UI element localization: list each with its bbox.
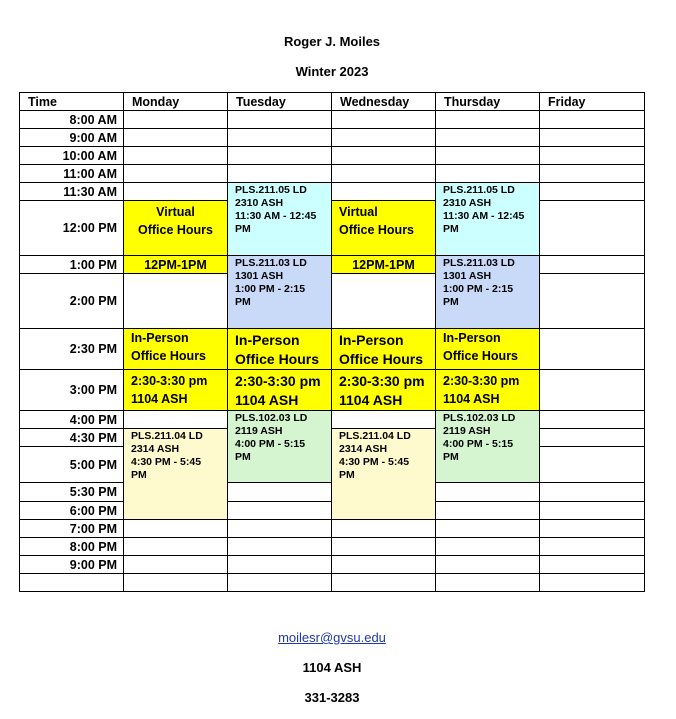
class-block-thursday-pls102-03: PLS.102.03 LD 2119 ASH 4:00 PM - 5:15 PM	[436, 411, 540, 483]
col-header-monday: Monday	[124, 93, 228, 111]
col-header-friday: Friday	[540, 93, 645, 111]
time-label: 12:00 PM	[20, 201, 124, 256]
class-block-tuesday-pls211-05: PLS.211.05 LD 2310 ASH 11:30 AM - 12:45 PM	[228, 183, 332, 256]
table-row	[20, 274, 645, 329]
time-label: 10:00 AM	[20, 147, 124, 165]
in-person-details-wednesday: 2:30-3:30 pm 1104 ASH	[332, 370, 436, 411]
table-row	[20, 574, 645, 592]
col-header-tuesday: Tuesday	[228, 93, 332, 111]
table-row	[20, 111, 645, 129]
class-block-tuesday-pls211-03: PLS.211.03 LD 1301 ASH 1:00 PM - 2:15 PM	[228, 256, 332, 329]
time-label: 2:30 PM	[20, 329, 124, 370]
table-row	[20, 556, 645, 574]
col-header-thursday: Thursday	[436, 93, 540, 111]
office-room: 1104 ASH	[302, 660, 362, 675]
table-row	[20, 183, 645, 201]
time-label: 5:00 PM	[20, 447, 124, 483]
schedule-table	[19, 92, 645, 592]
class-block-thursday-pls211-03: PLS.211.03 LD 1301 ASH 1:00 PM - 2:15 PM	[436, 256, 540, 329]
table-row	[20, 165, 645, 183]
in-person-details-monday: 2:30-3:30 pm 1104 ASH	[124, 370, 228, 411]
in-person-details-tuesday: 2:30-3:30 pm 1104 ASH	[228, 370, 332, 411]
in-person-office-hours-tuesday: In-Person Office Hours	[228, 329, 332, 370]
table-row	[20, 201, 645, 256]
time-label: 3:00 PM	[20, 370, 124, 411]
class-block-wednesday-pls211-04: PLS.211.04 LD 2314 ASH 4:30 PM - 5:45 PM	[332, 429, 436, 520]
header-row	[20, 93, 645, 111]
class-block-monday-pls211-04: PLS.211.04 LD 2314 ASH 4:30 PM - 5:45 PM	[124, 429, 228, 520]
time-label: 8:00 PM	[20, 538, 124, 556]
time-label: 4:30 PM	[20, 429, 124, 447]
table-row	[20, 256, 645, 274]
email-link[interactable]: moilesr@gvsu.edu	[278, 630, 386, 645]
virtual-time-monday: 12PM-1PM	[124, 256, 228, 274]
time-label: 4:00 PM	[20, 411, 124, 429]
in-person-details-thursday: 2:30-3:30 pm 1104 ASH	[436, 370, 540, 411]
class-block-thursday-pls211-05: PLS.211.05 LD 2310 ASH 11:30 AM - 12:45 PM	[436, 183, 540, 256]
time-label: 2:00 PM	[20, 274, 124, 329]
in-person-office-hours-thursday: In-Person Office Hours	[436, 329, 540, 370]
table-row	[20, 411, 645, 429]
table-row	[20, 370, 645, 411]
virtual-time-wednesday: 12PM-1PM	[332, 256, 436, 274]
time-label: 11:00 AM	[20, 165, 124, 183]
phone-number: 331-3283	[304, 690, 360, 705]
time-label: 9:00 PM	[20, 556, 124, 574]
time-label: 1:00 PM	[20, 256, 124, 274]
col-header-wednesday: Wednesday	[332, 93, 436, 111]
time-label: 9:00 AM	[20, 129, 124, 147]
time-label: 7:00 PM	[20, 520, 124, 538]
table-row	[20, 147, 645, 165]
in-person-office-hours-wednesday: In-Person Office Hours	[332, 329, 436, 370]
time-label: 5:30 PM	[20, 483, 124, 502]
time-label: 8:00 AM	[20, 111, 124, 129]
class-block-tuesday-pls102-03: PLS.102.03 LD 2119 ASH 4:00 PM - 5:15 PM	[228, 411, 332, 483]
time-label: 11:30 AM	[20, 183, 124, 201]
virtual-office-hours-wednesday: Virtual Office Hours	[332, 201, 436, 256]
table-row	[20, 429, 645, 447]
table-row	[20, 538, 645, 556]
in-person-office-hours-monday: In-Person Office Hours	[124, 329, 228, 370]
virtual-office-hours-monday: Virtual Office Hours	[124, 201, 228, 256]
table-row	[20, 129, 645, 147]
term-title: Winter 2023	[295, 64, 369, 79]
time-label: 6:00 PM	[20, 502, 124, 520]
col-header-time: Time	[20, 93, 124, 111]
instructor-name: Roger J. Moiles	[283, 34, 381, 49]
table-row	[20, 329, 645, 370]
table-row	[20, 520, 645, 538]
